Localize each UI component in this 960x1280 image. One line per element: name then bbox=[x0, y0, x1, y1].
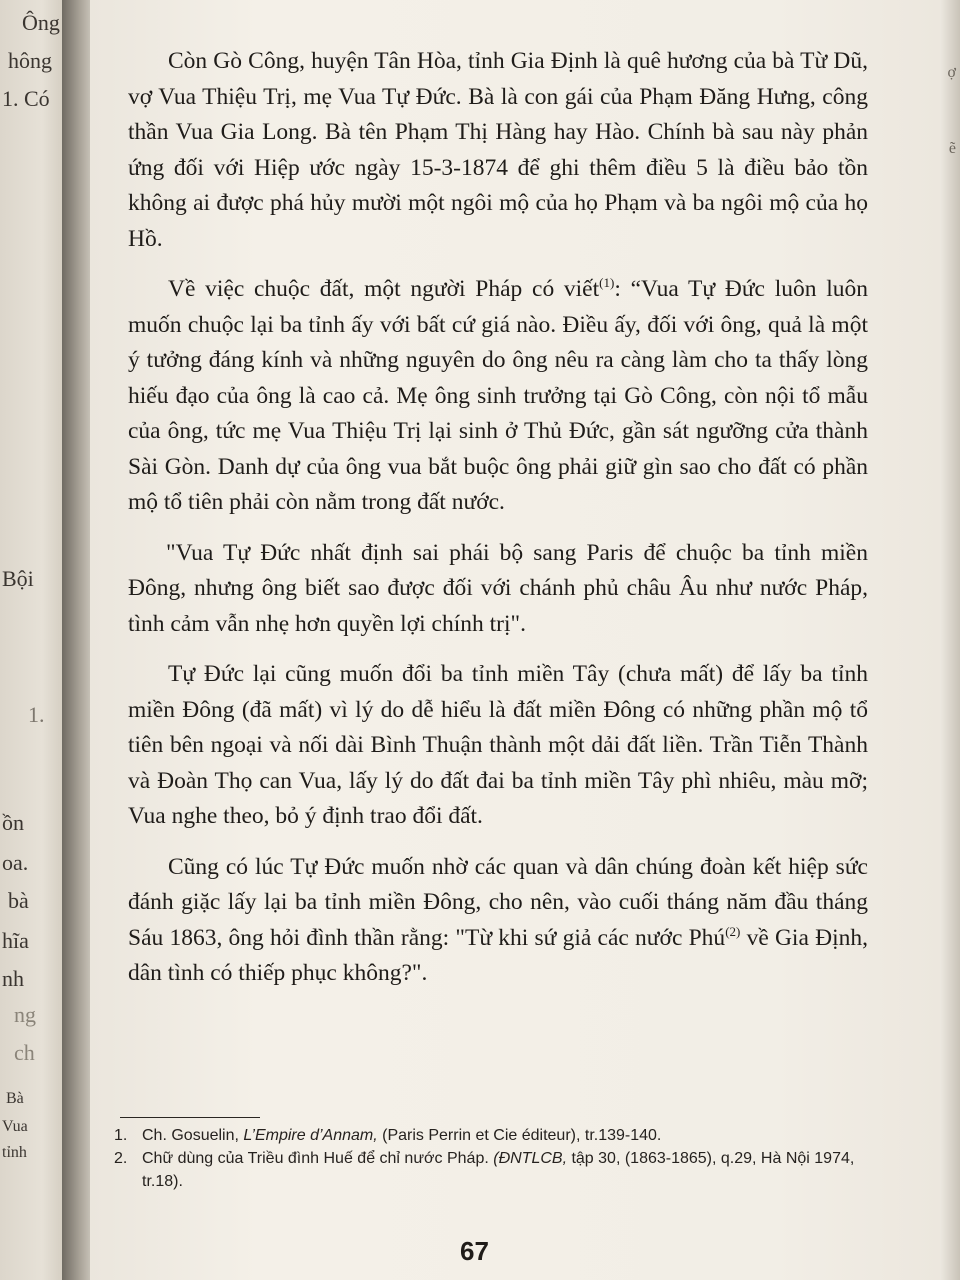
facing-page-fragment: ồn bbox=[2, 810, 24, 835]
footnote-text bbox=[142, 1147, 874, 1193]
footnote-text-part: Ch. Gosuelin, bbox=[142, 1127, 244, 1144]
paragraph-text: : “Vua Tự Đức luôn luôn muốn chuộc lại ba tỉnh ấy với bất cứ giá nào. Điều ấy, đối với ông, quả là một ý tưởng đáng kính và những nguyên do ông nêu ra càng làm cho ta thấy lòng hiếu đạo của ông là cao cả. Mẹ ông sinh trưởng tại Gò Công, còn nội tổ mẫu của ông, tức mẹ Vua Thiệu Trị lại sinh ở Thủ Đức, gần sát ngưỡng cửa thành Sài Gòn. Danh dự của ông vua bắt buộc ông phải giữ gìn sao cho đất có phần mộ tổ tiên phải còn nằm trong đất nước. bbox=[128, 276, 868, 515]
page-number: 67 bbox=[460, 1236, 489, 1266]
paragraph: Còn Gò Công, huyện Tân Hòa, tỉnh Gia Định là quê hương của bà Từ Dũ, vợ Vua Thiệu Trị, mẹ Vua Tự Đức. Bà là con gái của Phạm Đăng Hưng, công thần Vua Gia Long. Bà tên Phạm Thị Hàng hay Hào. Chính bà sau này phản ứng đối với Hiệp ước ngày 15-3-1874 để ghi thêm điều 5 là điều bảo tồn không ai được phá hủy mười một ngôi mộ của họ Phạm và ba ngôi mộ của họ Hồ. bbox=[128, 48, 868, 252]
footnote-number: 1. bbox=[114, 1127, 128, 1144]
page-edge bbox=[940, 0, 960, 1280]
facing-page-fragment: hông bbox=[8, 48, 52, 73]
paragraph-text: về Gia Định, dân tình có thiếp phục không?". bbox=[128, 924, 868, 986]
footnote-text-part: Chữ dùng của Triều đình Huế để chỉ nước Pháp. bbox=[142, 1150, 494, 1167]
page-edge-fragment: ẽ bbox=[948, 140, 956, 157]
paragraph-text: Về việc chuộc đất, một người Pháp có viết bbox=[168, 276, 600, 302]
facing-page-fragment: 1. bbox=[28, 702, 45, 727]
footnote-text-part: tập 30, (1863-1865), q.29, Hà Nội 1974, tr.18). bbox=[142, 1150, 855, 1190]
facing-page-fragment: Ông bbox=[22, 10, 60, 35]
footnote-number: 2. bbox=[114, 1150, 128, 1167]
footnote-title: L’Empire d’Annam, bbox=[243, 1127, 378, 1144]
facing-page-fragment: Bà bbox=[6, 1090, 24, 1107]
facing-page-fragment: tỉnh bbox=[2, 1144, 27, 1161]
facing-page-fragment: oa. bbox=[2, 850, 29, 875]
paragraph bbox=[128, 272, 868, 521]
facing-page-fragment: Vua bbox=[2, 1118, 28, 1135]
book-page bbox=[90, 0, 940, 1280]
quoted-paragraph: "Vua Tự Đức nhất định sai phái bộ sang Paris để chuộc ba tỉnh miền Đông, nhưng ông biết sao được đối với chánh phủ châu Âu như nước Pháp, tình cảm vẫn nhẹ hơn quyền lợi chính trị". bbox=[128, 539, 868, 637]
paragraph: Tự Đức lại cũng muốn đổi ba tỉnh miền Tây (chưa mất) để lấy ba tỉnh miền Đông (đã mất) vì lý do dễ hiểu là đất miền Đông có những phần mộ tổ tiên bên ngoại và nối dài Bình Thuận thành một dải đất liền. Trần Tiễn Thành và Đoàn Thọ can Vua, lấy lý do đất đai ba tỉnh miền Tây phì nhiêu, màu mỡ; Vua nghe theo, bỏ ý định trao đổi đất. bbox=[128, 661, 868, 829]
facing-page-fragment: 1. Có bbox=[2, 86, 50, 111]
footnote-divider bbox=[120, 1117, 260, 1118]
footnote-ref: (2) bbox=[725, 923, 741, 939]
paragraph bbox=[128, 850, 868, 992]
footnotes bbox=[114, 1124, 874, 1193]
footnote-ref: (1) bbox=[599, 275, 615, 291]
footnote-text bbox=[142, 1124, 874, 1147]
footnote-source: (ĐNTLCB, bbox=[493, 1150, 568, 1167]
facing-page-fragment: bà bbox=[8, 888, 29, 913]
facing-page bbox=[0, 0, 70, 1280]
paragraph-text: Cũng có lúc Tự Đức muốn nhờ các quan và dân chúng đoàn kết hiệp sức đánh giặc lấy lại ba tỉnh miền Đông, cho nên, vào cuối tháng năm đầu tháng Sáu 1863, ông hỏi đình thần rằng: "Từ khi sứ giả các nước Phú bbox=[128, 853, 868, 951]
footnote bbox=[114, 1147, 874, 1193]
facing-page-fragment: Bội bbox=[2, 566, 34, 591]
body-text bbox=[128, 44, 868, 1007]
footnote bbox=[114, 1124, 874, 1147]
facing-page-fragment: ng bbox=[14, 1002, 36, 1027]
facing-page-fragment: nh bbox=[2, 966, 24, 991]
facing-page-fragment: ch bbox=[14, 1040, 35, 1065]
page-edge-fragment: ợ bbox=[947, 64, 956, 81]
facing-page-fragment: hĩa bbox=[2, 928, 29, 953]
footnote-text-part: (Paris Perrin et Cie éditeur), tr.139-140. bbox=[377, 1127, 662, 1144]
